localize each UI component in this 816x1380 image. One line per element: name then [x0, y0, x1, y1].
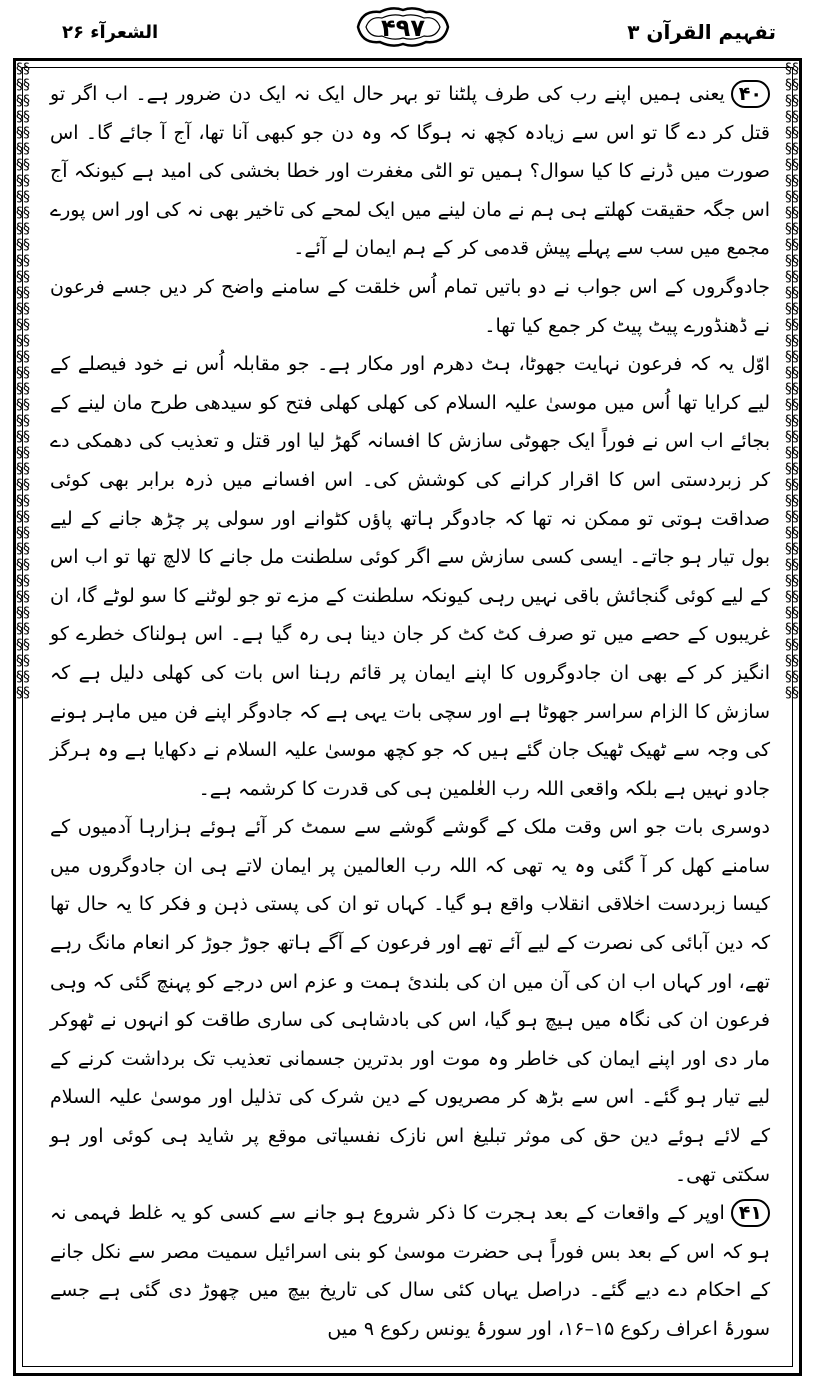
- note-paragraph: اوّل یہ کہ فرعون نہایت جھوٹا، ہٹ دھرم اور مکار ہے۔ جو مقابلہ اُس نے خود فیصلے کے لیے کرایا تھا اُس میں موسیٰ علیہ السلام کی کھلی کھلی فتح کو سیدھی طرح مان لینے کے بجائے اب اس نے فوراً ایک جھوٹی سازش کا افسانہ گھڑ لیا اور قتل و تعذیب کی دھمکی دے کر زبردستی اس کا اقرار کرانے کی کوشش کی۔ اس افسانے میں ذرہ برابر بھی کوئی صداقت ہوتی تو ممکن نہ تھا کہ جادوگر ہاتھ پاؤں کٹوانے اور سولی پر چڑھ جانے کے لیے بول تیار ہو جاتے۔ ایسی کسی سازش سے اگر کوئی سلطنت مل جانے کا لالچ تھا تو اب اس کے لیے کوئی گنجائش باقی نہیں رہی کیونکہ سلطنت کے مزے تو جو لوٹنے کا سو لوٹے گا، ان غریبوں کے حصے میں تو صرف کٹ کٹ کر جان دینا ہی رہ گیا ہے۔ اس ہولناک خطرے کو انگیز کر کے بھی ان جادوگروں کا اپنے ایمان پر قائم رہنا اس بات کی کھلی دلیل ہے کہ سازش کا الزام سراسر جھوٹا ہے اور سچی بات یہی ہے کہ جادوگر اپنے فن میں ماہر ہونے کی وجہ سے ٹھیک ٹھیک جان گئے ہیں کہ جو کچھ موسیٰ علیہ السلام نے دکھایا ہے وہ ہرگز جادو نہیں ہے بلکہ واقعی اللہ رب العٰلمین ہی کی قدرت کا کرشمہ ہے۔: [50, 353, 770, 800]
- note-number: ۴۰: [731, 80, 770, 108]
- note-paragraph: [50, 1194, 770, 1348]
- note-text: اوپر کے واقعات کے بعد ہجرت کا ذکر شروع ہو جانے سے کسی کو یہ غلط فہمی نہ ہو کہ اس کے بعد بس فوراً ہی حضرت موسیٰ کو بنی اسرائیل سمیت مصر سے نکل جانے کے احکام دے دیے گئے۔ دراصل یہاں کئی سال کی تاریخ بیچ میں چھوڑ دی گئی ہے جسے سورۂ اعراف رکوع ۱۵–۱۶، اور سورۂ یونس رکوع ۹ میں: [50, 1202, 770, 1340]
- left-border-ornament: §§§§§§§§§§§§§§§§§§§§§§§§§§§§§§§§§§§§§§§§§§§§§§§§§§§§§§§§§§§§§§§§§§§§§§§§§§§§§§§§: [16, 61, 30, 701]
- page-number-badge: [348, 4, 458, 50]
- page-frame: [13, 58, 802, 1376]
- commentary-text: [50, 75, 770, 1365]
- note-text: یعنی ہمیں اپنے رب کی طرف پلٹنا تو بہر حال ایک نہ ایک دن ضرور ہے۔ اب اگر تو قتل کر دے گا تو اس سے زیادہ کچھ نہ ہوگا کہ وہ دن جو کبھی آنا تھا، آج آ جائے گا۔ اس صورت میں ڈرنے کا کیا سوال؟ ہمیں تو الٹی مغفرت اور خطا بخشی کی امید ہے کیونکہ آج اس جگہ حقیقت کھلتے ہی ہم نے مان لینے میں ایک لمحے کی تاخیر بھی نہ کی اور اس پورے مجمع میں سب سے پہلے پیش قدمی کر کے ہم ایمان لے آئے۔: [50, 83, 770, 260]
- note-paragraph: دوسری بات جو اس وقت ملک کے گوشے گوشے سے سمٹ کر آئے ہوئے ہزارہا آدمیوں کے سامنے کھل کر آ گئی وہ یہ تھی کہ اللہ رب العالمین پر ایمان لاتے ہی ان جادوگروں میں کیسا زبردست اخلاقی انقلاب واقع ہو گیا۔ کہاں تو ان کی پستی ذہن و فکر کا یہ حال تھا کہ دین آبائی کی نصرت کے لیے آئے تھے اور فرعون کے آگے ہاتھ جوڑ جوڑ کر انعام مانگ رہے تھے، اور کہاں اب ان کی آن میں ان کی بلندیٔ ہمت و عزم اس درجے کو پہنچ گئی کہ وہی فرعون ان کی نگاہ میں ہیچ ہو گیا، اس کی بادشاہی کی ساری طاقت کو انہوں نے ٹھوکر مار دی اور اپنے ایمان کی خاطر وہ موت اور بدترین جسمانی تعذیب تک برداشت کرنے کے لیے تیار ہو گئے۔ اس سے بڑھ کر مصریوں کے دین شرک کی تذلیل اور موسیٰ علیہ السلام کے لائے ہوئے دین حق کی موثر تبلیغ اس نازک نفسیاتی موقع پر شاید ہی کوئی اور ہو سکتی تھی۔: [50, 816, 770, 1186]
- note-paragraph: جادوگروں کے اس جواب نے دو باتیں تمام اُس خلقت کے سامنے واضح کر دیں جسے فرعون نے ڈھنڈورے پیٹ پیٹ کر جمع کیا تھا۔: [50, 275, 770, 337]
- page-header: [0, 0, 816, 58]
- page-number: ۴۹۷: [381, 14, 425, 42]
- right-border-ornament: §§§§§§§§§§§§§§§§§§§§§§§§§§§§§§§§§§§§§§§§§§§§§§§§§§§§§§§§§§§§§§§§§§§§§§§§§§§§§§§§: [785, 61, 799, 701]
- surah-reference: الشعرآء ۲۶: [62, 22, 159, 43]
- note-number: ۴۱: [731, 1199, 770, 1227]
- book-title: تفہیم القرآن ۳: [627, 20, 776, 44]
- note-paragraph: [50, 75, 770, 268]
